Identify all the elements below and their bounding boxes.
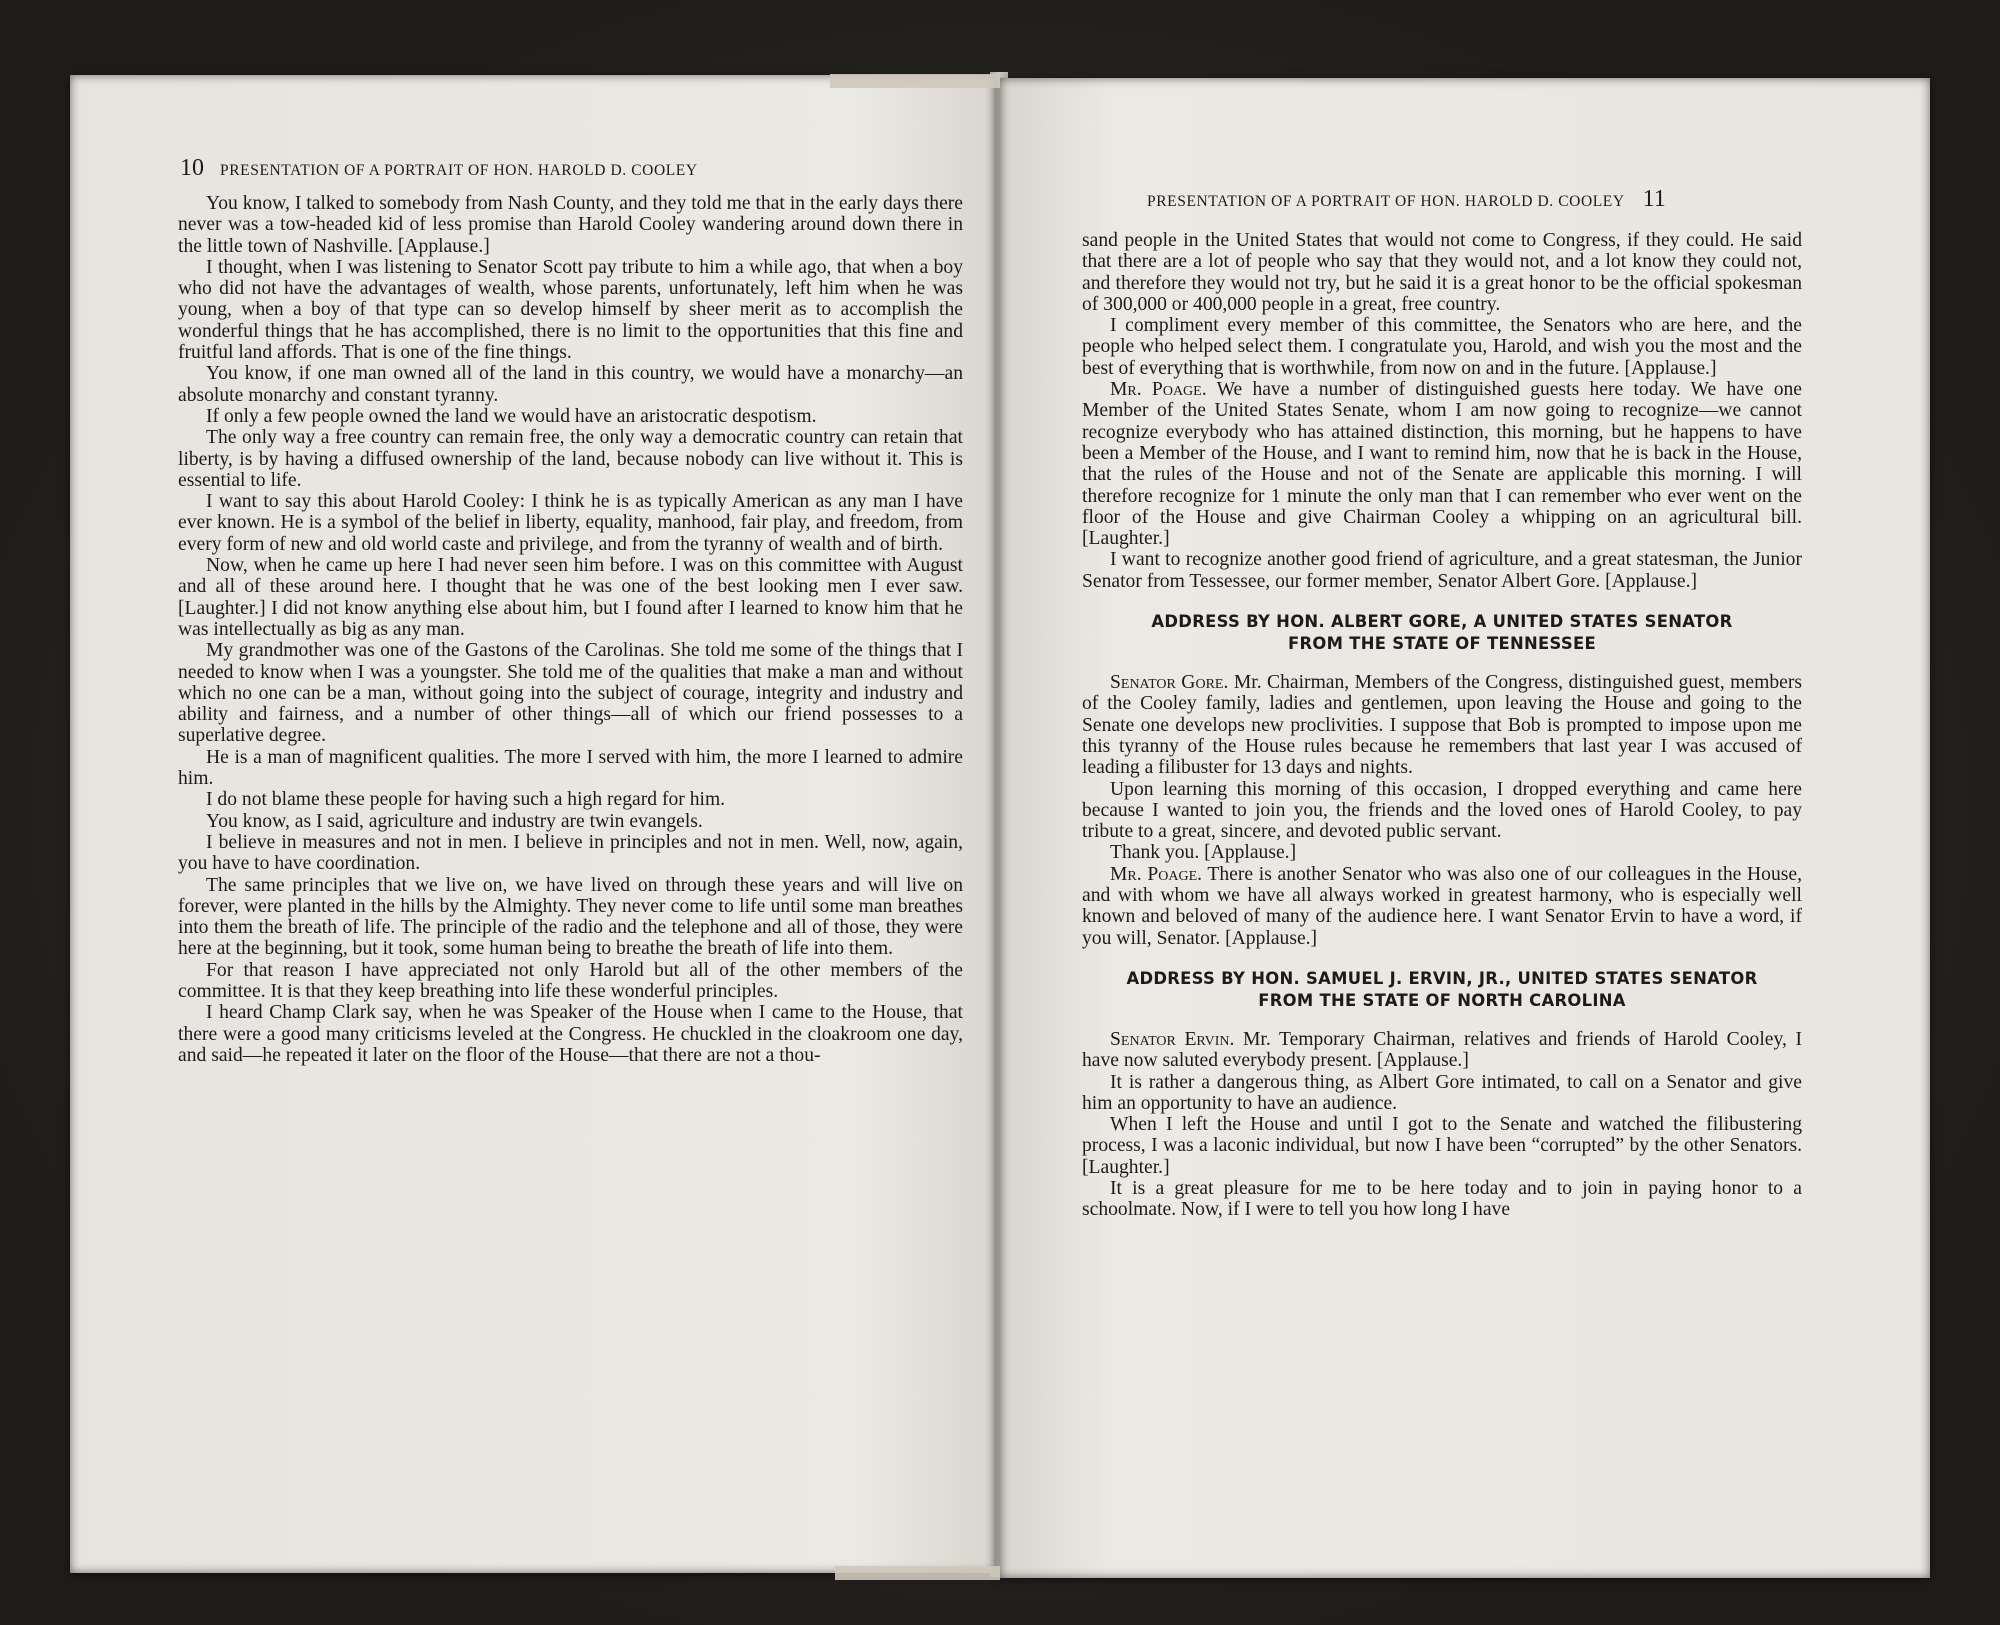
paragraph: The same principles that we live on, we have lived on through these years and will live on forever, were planted in the hills by the Almighty. They never come to life until some man breathes into them the breath of life. The principle of the radio and the telephone and all of those, they were here at the beginning, but it took, some human being to breathe the breath of life into them. xyxy=(178,874,963,960)
speaker-name: Mr. Poage. xyxy=(1110,863,1203,885)
paragraph: sand people in the United States that would not come to Congress, if they could. He said that there are a lot of people who say that they would not, and a lot know they could not, and therefore they would not try, but he said it is a great honor to be the official spokesman of 300,000 or 400,000 people in a great, free country. xyxy=(1082,230,1802,315)
paragraph: Upon learning this morning of this occasion, I dropped everything and came here because I wanted to join you, the friends and the loved ones of Harold Cooley, to pay tribute to a great, sincere, and devoted public servant. xyxy=(1082,778,1802,843)
paragraph: It is a great pleasure for me to be here today and to join in paying honor to a schoolmate. Now, if I were to tell you how long I have xyxy=(1082,1177,1802,1221)
paragraph: It is rather a dangerous thing, as Albert Gore intimated, to call on a Senator and give him an opportunity to have an audience. xyxy=(1082,1071,1802,1114)
section-heading xyxy=(1082,968,1802,1012)
right-running-head xyxy=(1147,186,1666,213)
paragraph: When I left the House and until I got to the Senate and watched the filibustering process, I was a laconic individual, but now I have been “corrupted” by the other Senators. [Laughter.] xyxy=(1082,1114,1802,1178)
speaker-name: Mr. Poage. xyxy=(1110,379,1207,401)
section-heading-line: FROM THE STATE OF NORTH CAROLINA xyxy=(1258,990,1626,1010)
paragraph: You know, if one man owned all of the land in this country, we would have a monarchy—an absolute monarchy and constant tyranny. xyxy=(178,363,963,406)
paragraph: My grandmother was one of the Gastons of the Carolinas. She told me some of the things that I needed to know when I was a youngster. She told me of the qualities that make a man and without which no one can be a man, without going into the subject of courage, integrity and industry and ability and fairness, and a number of other things—all of which our friend possesses to a superlative degree. xyxy=(178,640,963,747)
left-page-number: 10 xyxy=(180,155,204,181)
paragraph: I heard Champ Clark say, when he was Speaker of the House when I came to the House, that there were a good many criticisms leveled at the Congress. He chuckled in the cloakroom one day, and said—he repeated it later on the floor of the House—that there are not a thou- xyxy=(178,1002,963,1066)
binding-tape-top xyxy=(830,74,1000,88)
right-page-number: 11 xyxy=(1642,186,1666,212)
paragraph xyxy=(1082,672,1802,778)
speech-text: There is another Senator who was also one of our colleagues in the House, and with whom we have all always worked in greatest harmony, who is especially well known and beloved of many of the audience here. I want Senator Ervin to have a word, if you will, Senator. [Applause.] xyxy=(1082,863,1802,949)
paragraph xyxy=(1082,379,1802,549)
paragraph: I believe in measures and not in men. I believe in principles and not in men. Well, now, again, you have to have coordination. xyxy=(178,831,963,875)
paragraph: I thought, when I was listening to Senator Scott pay tribute to him a while ago, that when a boy who did not have the advantages of wealth, whose parents, unfortunately, left him when he was young, when a boy of that type can so develop himself by sheer merit as to accomplish the wonderful things that he has accomplished, there is no limit to the opportunities that this fine and fruitful land affords. That is one of the fine things. xyxy=(178,256,963,364)
paragraph: The only way a free country can remain free, the only way a democratic country can retain that liberty, is by having a diffused ownership of the land, because nobody can live without it. This is essential to life. xyxy=(178,427,963,491)
paragraph: I want to recognize another good friend of agriculture, and a great statesman, the Junior Senator from Tessessee, our former member, Senator Albert Gore. [Applause.] xyxy=(1082,549,1802,592)
right-text-column xyxy=(1082,230,1802,1221)
paragraph: For that reason I have appreciated not only Harold but all of the other members of the committee. It is that they keep breathing into life these wonderful principles. xyxy=(178,959,963,1002)
section-heading-line: ADDRESS BY HON. SAMUEL J. ERVIN, JR., UNITED STATES SENATOR xyxy=(1126,968,1758,988)
section-heading-line: FROM THE STATE OF TENNESSEE xyxy=(1288,634,1596,654)
left-running-head-title: PRESENTATION OF A PORTRAIT OF HON. HAROLD D. COOLEY xyxy=(220,162,698,179)
paragraph: He is a man of magnificent qualities. The more I served with him, the more I learned to admire him. xyxy=(178,746,963,790)
speech-text: Mr. Temporary Chairman, relatives and friends of Harold Cooley, I have now saluted everybody present. [Applause.] xyxy=(1082,1028,1802,1072)
section-heading xyxy=(1082,611,1802,655)
paragraph: You know, I talked to somebody from Nash County, and they told me that in the early days there never was a tow-headed kid of less promise than Harold Cooley wandering around down there in the little town of Nashville. [Applause.] xyxy=(178,193,963,257)
section-heading-line: ADDRESS BY HON. ALBERT GORE, A UNITED STATES SENATOR xyxy=(1151,612,1733,632)
binding-tape-bottom xyxy=(835,1566,1000,1580)
paragraph: If only a few people owned the land we would have an aristocratic despotism. xyxy=(206,405,817,427)
speaker-name: Senator Gore. xyxy=(1110,672,1229,694)
paragraph: Thank you. [Applause.] xyxy=(1110,842,1297,864)
speaker-name: Senator Ervin. xyxy=(1110,1028,1235,1050)
left-page xyxy=(70,75,995,1573)
paragraph: I compliment every member of this committee, the Senators who are here, and the people who helped select them. I congratulate you, Harold, and wish you the most and the best of everything that is worthwhile, from now on and in the future. [Applause.] xyxy=(1082,315,1802,379)
paragraph: You know, as I said, agriculture and industry are twin evangels. xyxy=(206,810,703,832)
paragraph xyxy=(1082,864,1802,949)
speech-text: Mr. Chairman, Members of the Congress, distinguished guest, members of the Cooley family, ladies and gentlemen, upon leaving the House and going to the Senate one develops new proclivities. I suppose that Bob is prompted to impose upon me this tyranny of the House rules because he remembers that last year I was accused of leading a filibuster for 13 days and nights. xyxy=(1082,672,1803,779)
paragraph: I want to say this about Harold Cooley: I think he is as typically American as any man I have ever known. He is a symbol of the belief in liberty, equality, manhood, fair play, and freedom, from every form of new and old world caste and privilege, and from the tyranny of wealth and of birth. xyxy=(178,491,963,555)
paragraph: I do not blame these people for having such a high regard for him. xyxy=(206,789,726,811)
speech-text: We have a number of distinguished guests here today. We have one Member of the United States Senate, whom I am now going to recognize—we cannot recognize everybody who has attained distinction, this morning, but he happens to have been a Member of the House, and I want to remind him, now that he is back in the House, that the rules of the House and not of the Senate are applicable this morning. I will therefore recognize for 1 minute the only man that I can remember who ever went on the floor of the House and give Chairman Cooley a whipping on an agricultural bill. [Laughter.] xyxy=(1082,379,1803,550)
paragraph xyxy=(1082,1029,1802,1072)
right-running-head-title: PRESENTATION OF A PORTRAIT OF HON. HAROLD D. COOLEY xyxy=(1147,193,1625,210)
right-page xyxy=(1000,78,1930,1578)
paragraph: Now, when he came up here I had never seen him before. I was on this committee with August and all of these around here. I thought that he was one of the best looking men I ever saw. [Laughter.] I did not know anything else about him, but I found after I learned to know him that he was intellectually as big as any man. xyxy=(178,555,963,640)
left-running-head xyxy=(180,155,698,182)
left-text-column xyxy=(178,193,963,1066)
